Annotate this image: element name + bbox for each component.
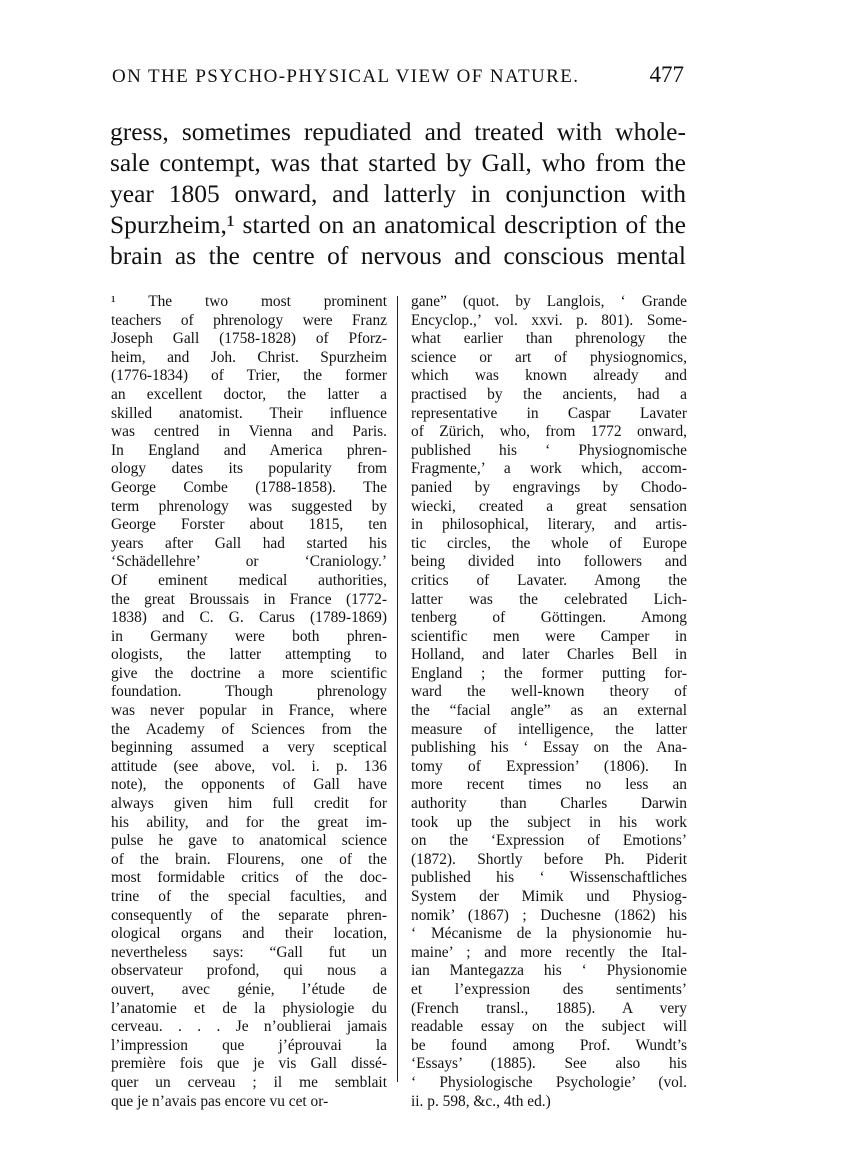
footnote-line: measure of intelligence, the latter [411, 720, 687, 738]
footnote-line: of Zürich, who, from 1772 onward, [411, 423, 687, 441]
footnote-line: l’impression que j’éprouvai la [111, 1036, 387, 1054]
footnote-line: in Germany were both phren- [111, 627, 387, 645]
footnote-line: ‘Essays’ (1885). See also his [411, 1055, 687, 1073]
footnote-line: more recent times no less an [411, 776, 687, 794]
footnote-line: ‘Schädellehre’ or ‘Craniology.’ [111, 553, 387, 571]
footnote-line: being divided into followers and [411, 553, 687, 571]
footnote-line: readable essay on the subject will [411, 1018, 687, 1036]
footnote-line: Encyclop.,’ vol. xxvi. p. 801). Some- [411, 311, 687, 329]
footnote-line: note), the opponents of Gall have [111, 776, 387, 794]
footnote-line: took up the subject in his work [411, 813, 687, 831]
footnote-line: published his ‘ Wissenschaftliches [411, 869, 687, 887]
running-head [112, 62, 684, 92]
footnote-line: 1838) and C. G. Carus (1789-1869) [111, 609, 387, 627]
footnote-line: foundation. Though phrenology [111, 683, 387, 701]
footnote-line: ii. p. 598, &c., 4th ed.) [411, 1092, 551, 1110]
footnote-line: l’anatomie et de la physiologie du [111, 999, 387, 1017]
footnote-line: what earlier than phrenology the [411, 330, 687, 348]
body-text-line: brain as the centre of nervous and conscious mental [110, 241, 686, 270]
footnote-line: the Academy of Sciences from the [111, 720, 387, 738]
footnote-line: (French transl., 1885). A very [411, 999, 687, 1017]
footnote-line: latter was the celebrated Lich- [411, 590, 687, 608]
footnote-line: Fragmente,’ a work which, accom- [411, 460, 687, 478]
footnote-line: tenberg of Göttingen. Among [411, 609, 687, 627]
body-paragraph [110, 116, 686, 271]
footnote-line: George Forster about 1815, ten [111, 516, 387, 534]
footnote-line: et l’expression des sentiments’ [411, 980, 687, 998]
footnote-line: skilled anatomist. Their influence [111, 404, 387, 422]
footnote-line: que je n’avais pas encore vu cet or- [111, 1092, 329, 1110]
footnote-line: trine of the special faculties, and [111, 888, 387, 905]
footnote-line: ologists, the latter attempting to [111, 646, 387, 664]
footnote-line: science or art of physiognomics, [411, 348, 687, 366]
footnote-line: critics of Lavater. Among the [411, 571, 687, 589]
footnote-line: was centred in Vienna and Paris. [111, 423, 387, 441]
footnote-line: the great Broussais in France (1772- [111, 590, 387, 608]
footnote-line: years after Gall had started his [111, 534, 387, 552]
footnote-line: most formidable critics of the doc- [111, 869, 387, 887]
body-text-line: year 1805 onward, and latterly in conjunction with [110, 179, 686, 208]
footnote-line: (1872). Shortly before Ph. Piderit [411, 850, 687, 868]
footnote-line: England ; the former putting for- [411, 664, 687, 682]
footnote-line: gane” (quot. by Langlois, ‘ Grande [411, 293, 687, 310]
footnote-line: of the brain. Flourens, one of the [111, 850, 387, 868]
column-divider [397, 296, 398, 1082]
footnote-line: nevertheless says: “Gall fut un [111, 943, 387, 961]
footnote-line: an excellent doctor, the latter a [111, 385, 387, 403]
footnote-line: pulse he gave to anatomical science [111, 832, 387, 850]
footnote-line: always given him full credit for [111, 795, 387, 813]
footnote-line: panied by engravings by Chodo- [411, 478, 687, 496]
footnote-line: on the ‘Expression of Emotions’ [411, 832, 687, 850]
footnote-line: attitude (see above, vol. i. p. 136 [111, 757, 387, 775]
footnote-line: give the doctrine a more scientific [111, 664, 387, 682]
footnote-line: Of eminent medical authorities, [111, 571, 387, 589]
footnote-line: teachers of phrenology were Franz [111, 311, 387, 329]
footnote-line: ology dates its popularity from [111, 460, 387, 478]
footnote-line: term phrenology was suggested by [111, 497, 387, 515]
footnote-line: observateur profond, qui nous a [111, 962, 387, 980]
footnote-line: the “facial angle” as an external [411, 702, 687, 720]
running-title: ON THE PSYCHO-PHYSICAL VIEW OF NATURE. [112, 66, 580, 87]
footnote-line: be found among Prof. Wundt’s [411, 1036, 687, 1054]
footnote-line: consequently of the separate phren- [111, 906, 387, 924]
footnote-line: nomik’ (1867) ; Duchesne (1862) his [411, 906, 687, 924]
footnote-line: (1776-1834) of Trier, the former [111, 367, 387, 385]
footnote-line: ouvert, avec génie, l’étude de [111, 980, 387, 998]
footnote-line: his ability, and for the great im- [111, 813, 387, 831]
footnote-line: publishing his ‘ Essay on the Ana- [411, 739, 687, 757]
footnote-line: authority than Charles Darwin [411, 795, 687, 813]
footnote-line: wiecki, created a great sensation [411, 497, 687, 515]
footnote-line: ian Mantegazza his ‘ Physionomie [411, 962, 687, 980]
page-number: 477 [649, 62, 684, 87]
footnote-line: George Combe (1788-1858). The [111, 478, 387, 496]
footnote-line: Joseph Gall (1758-1828) of Pforz- [111, 330, 387, 348]
footnote-line: maine’ ; and more recently the Ital- [411, 943, 687, 961]
footnote-line: cerveau. . . . Je n’oublierai jamais [111, 1018, 387, 1036]
footnote-line: System der Mimik und Physiog- [411, 888, 687, 905]
footnote-line: which was known already and [411, 367, 687, 385]
footnote-line: representative in Caspar Lavater [411, 404, 687, 422]
footnote-line: tic circles, the whole of Europe [411, 534, 687, 552]
body-text-line: gress, sometimes repudiated and treated with whole- [110, 117, 686, 146]
footnote-line: In England and America phren- [111, 441, 387, 459]
footnote-line: in philosophical, literary, and artis- [411, 516, 687, 534]
footnote-line: ‘ Mécanisme de la physionomie hu- [411, 925, 687, 943]
footnote-line: practised by the ancients, had a [411, 385, 687, 403]
footnote-line: ological organs and their location, [111, 925, 387, 943]
body-text-line: Spurzheim,¹ started on an anatomical description of the [110, 210, 686, 239]
footnote-line: première fois que je vis Gall dissé- [111, 1055, 387, 1073]
footnote-line: ¹ The two most prominent [111, 293, 387, 310]
body-text-line: sale contempt, was that started by Gall, who from the [110, 148, 686, 177]
footnote-left-column [111, 293, 387, 1111]
footnote-line: beginning assumed a very sceptical [111, 739, 387, 757]
footnote-line: scientific men were Camper in [411, 627, 687, 645]
footnote-line: ward the well-known theory of [411, 683, 687, 701]
footnote-line: published his ‘ Physiognomische [411, 441, 687, 459]
footnote-line: quer un cerveau ; il me semblait [111, 1073, 387, 1091]
footnote-right-column [411, 293, 687, 1111]
footnote-line: ‘ Physiologische Psychologie’ (vol. [411, 1073, 687, 1091]
footnote-line: Holland, and later Charles Bell in [411, 646, 687, 664]
footnote-line: heim, and Joh. Christ. Spurzheim [111, 348, 387, 366]
footnote-line: was never popular in France, where [111, 702, 387, 720]
footnote-line: tomy of Expression’ (1806). In [411, 757, 687, 775]
